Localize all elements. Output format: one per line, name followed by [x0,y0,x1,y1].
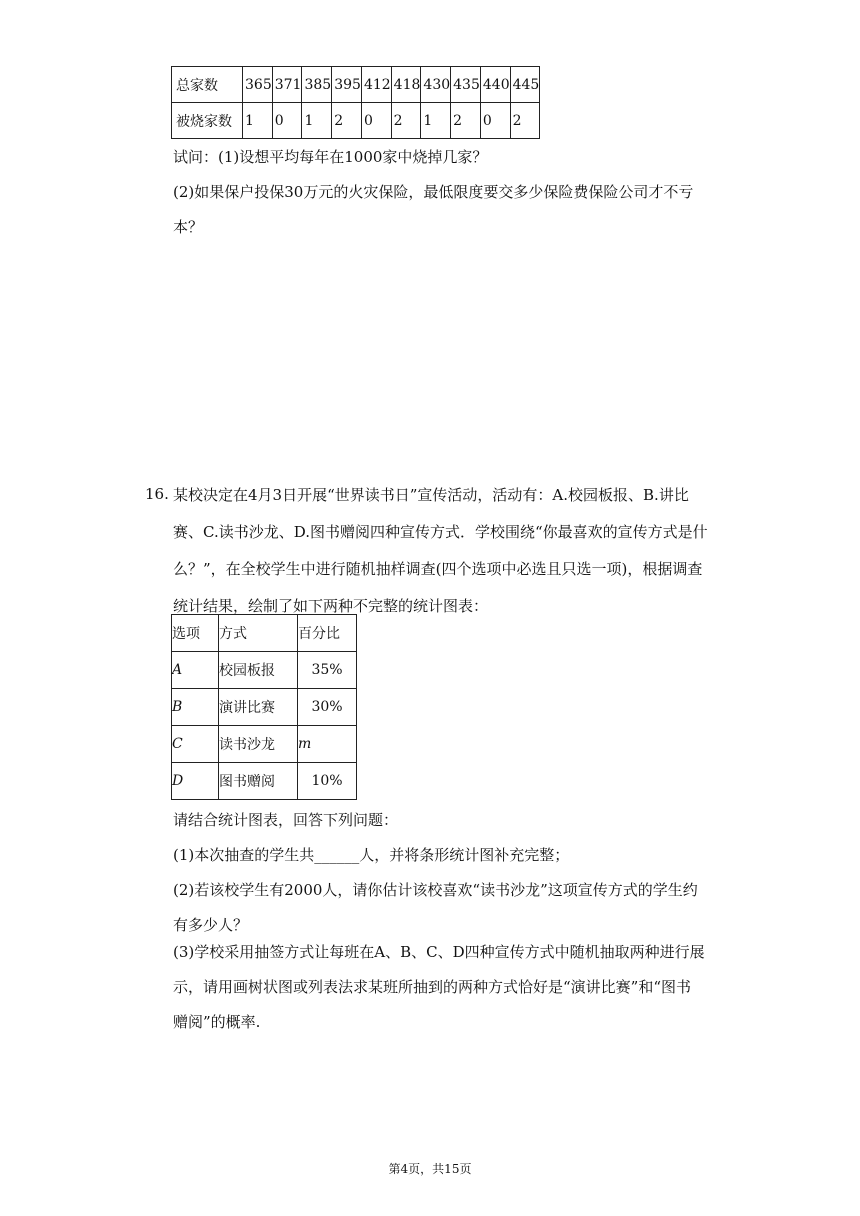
table-row [172,689,357,726]
page-footer: 第4页，共15页 [388,1162,472,1176]
method-cell: 图书赠阅 [219,763,298,800]
q16-line-2: 赛、C.读书沙龙、D.图书赠阅四种宣传方式．学校围绕“你最喜欢的宣传方式是什 [173,523,708,541]
table-row [172,763,357,800]
option-cell: A [172,652,219,689]
q16-sub-2-line-1: (2)若该校学生有2000人，请你估计该校喜欢“读书沙龙”这项宣传方式的学生约 [173,881,698,899]
table-row [172,652,357,689]
fire-stats-table [171,66,540,139]
option-cell: C [172,726,219,763]
q16-line-1: 某校决定在4月3日开展“世界读书日”宣传活动，活动有：A.校园板报、B.讲比 [173,486,689,504]
column-header: 百分比 [298,615,357,652]
promotion-methods-table [171,614,357,800]
table-cell: 1 [243,103,273,139]
table-cell: 0 [480,103,510,139]
option-cell: D [172,763,219,800]
table-cell: 1 [302,103,332,139]
table-cell: 1 [421,103,451,139]
q15-line-1: 试问：(1)设想平均每年在1000家中烧掉几家？ [173,148,488,166]
method-cell: 读书沙龙 [219,726,298,763]
table-cell: 2 [451,103,481,139]
table-cell: 435 [451,67,481,103]
q16-sub-3-line-3: 赠阅”的概率. [173,1013,261,1031]
table-row [172,67,540,103]
q16-prompt: 请结合统计图表，回答下列问题： [173,811,399,829]
table-cell: 440 [480,67,510,103]
q16-line-4: 统计结果，绘制了如下两种不完整的统计图表： [173,597,489,615]
q16-sub-3-line-2: 示，请用画树状图或列表法求某班所抽到的两种方式恰好是“演讲比赛”和“图书 [173,978,692,996]
q16-sub-3-line-1: (3)学校采用抽签方式让每班在A、B、C、D四种宣传方式中随机抽取两种进行展 [173,943,705,961]
table-row [172,726,357,763]
table-cell: 395 [332,67,362,103]
q15-line-2: (2)如果保户投保30万元的火灾保险，最低限度要交多少保险费保险公司才不亏 [173,183,694,201]
table-header-row [172,615,357,652]
q16-line-3: 么？”，在全校学生中进行随机抽样调查(四个选项中必选且只选一项)，根据调查 [173,560,703,578]
column-header: 选项 [172,615,219,652]
method-cell: 演讲比赛 [219,689,298,726]
table-cell: 0 [361,103,391,139]
table-cell: 365 [243,67,273,103]
table-cell: 2 [391,103,421,139]
row-label: 被烧家数 [172,103,243,139]
question-number: 16. [145,485,169,503]
table-row [172,103,540,139]
option-cell: B [172,689,219,726]
table-cell: 2 [510,103,540,139]
percent-cell: 35% [298,652,357,689]
table-cell: 430 [421,67,451,103]
table-cell: 418 [391,67,421,103]
table-cell: 0 [272,103,302,139]
q15-line-3: 本？ [173,218,204,236]
table-cell: 371 [272,67,302,103]
table-cell: 385 [302,67,332,103]
table-cell: 445 [510,67,540,103]
percent-cell: 30% [298,689,357,726]
q16-sub-2-line-2: 有多少人？ [173,916,249,934]
row-label: 总家数 [172,67,243,103]
percent-cell: m [298,726,357,763]
table-cell: 412 [361,67,391,103]
column-header: 方式 [219,615,298,652]
method-cell: 校园板报 [219,652,298,689]
q16-sub-1: (1)本次抽查的学生共______人，并将条形统计图补充完整； [173,846,570,864]
table-cell: 2 [332,103,362,139]
percent-cell: 10% [298,763,357,800]
